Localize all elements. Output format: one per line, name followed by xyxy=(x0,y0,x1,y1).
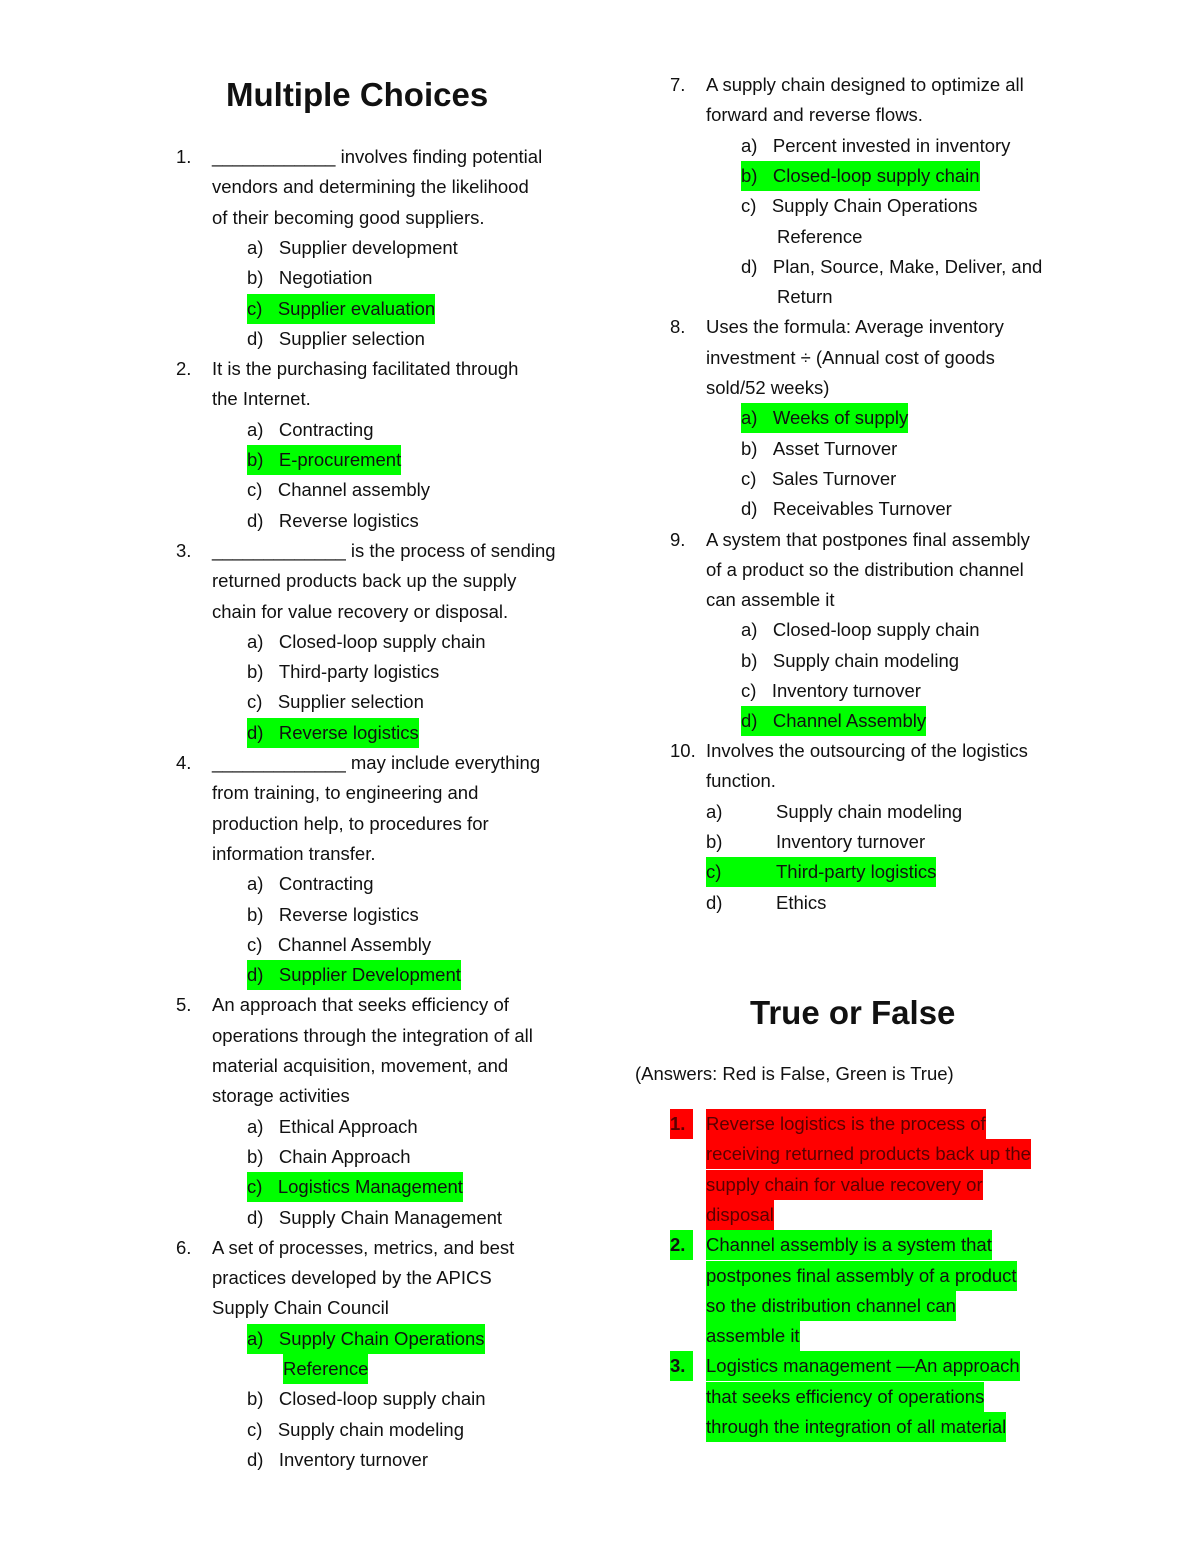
answer-option xyxy=(247,900,419,930)
option-text: Third-party logistics xyxy=(278,661,440,683)
answer-option xyxy=(741,131,1010,161)
option-letter: a) xyxy=(247,630,264,652)
option-gap xyxy=(263,419,278,440)
option-text: Chain Approach xyxy=(278,1145,411,1167)
option-letter: a) xyxy=(247,1115,264,1137)
answer-option xyxy=(247,687,424,717)
option-gap xyxy=(756,468,771,489)
option-letter: a) xyxy=(741,134,758,156)
option-gap xyxy=(263,267,278,288)
option-letter: b) xyxy=(706,830,723,852)
answer-option xyxy=(741,403,908,433)
option-gap xyxy=(756,195,771,216)
option-gap xyxy=(757,135,772,156)
tf-number: 3. xyxy=(670,1351,693,1381)
question-number: 2. xyxy=(176,358,192,380)
answer-option xyxy=(706,888,826,918)
option-text: Supplier selection xyxy=(278,327,425,349)
answer-option xyxy=(247,294,435,324)
option-letter: b) xyxy=(247,267,264,289)
option-text: Supply Chain Operations xyxy=(278,1327,485,1349)
option-gap xyxy=(263,1146,278,1167)
option-gap xyxy=(262,691,277,712)
answer-option xyxy=(247,1203,502,1233)
option-letter: b) xyxy=(741,437,758,459)
option-text: E-procurement xyxy=(278,449,402,470)
option-letter: d) xyxy=(247,964,264,986)
option-text: Inventory turnover xyxy=(776,830,926,852)
question-text-line: can assemble it xyxy=(706,589,835,611)
answer-option xyxy=(247,1112,418,1142)
option-gap xyxy=(262,479,277,500)
question-text-line: ____________ involves finding potential xyxy=(212,146,543,167)
option-gap xyxy=(263,661,278,682)
tf-statement-line: supply chain for value recovery or xyxy=(706,1170,983,1200)
question-number: 5. xyxy=(176,994,192,1016)
option-text: Supplier selection xyxy=(277,691,424,713)
answer-option xyxy=(247,627,486,657)
answer-option xyxy=(741,676,921,706)
option-gap xyxy=(757,407,772,428)
option-text: Supplier Development xyxy=(278,964,461,986)
option-text: Supply Chain Management xyxy=(278,1206,503,1228)
multiple-choices-title: Multiple Choices xyxy=(226,76,489,113)
option-text: Receivables Turnover xyxy=(772,498,952,520)
option-letter: c) xyxy=(247,1418,263,1440)
option-gap xyxy=(757,710,772,731)
question-text-line: A supply chain designed to optimize all xyxy=(706,74,1024,95)
option-letter: d) xyxy=(247,1206,264,1228)
option-letter: c) xyxy=(741,467,757,489)
answer-option xyxy=(247,1172,463,1202)
option-text: Contracting xyxy=(278,873,374,895)
option-text: Asset Turnover xyxy=(772,437,898,459)
question-number: 8. xyxy=(670,316,686,338)
option-text: Supply Chain Operations xyxy=(771,195,978,217)
answer-option xyxy=(741,252,1042,282)
option-gap xyxy=(263,1116,278,1137)
option-letter: a) xyxy=(247,236,264,258)
option-text: Third-party logistics xyxy=(776,861,937,883)
option-gap xyxy=(757,650,772,671)
question-text-line: Supply Chain Council xyxy=(212,1297,389,1319)
option-letter: b) xyxy=(247,1388,264,1410)
answer-option xyxy=(247,1445,428,1475)
tf-statement-line: postpones final assembly of a product xyxy=(706,1261,1017,1291)
tf-statement-line: disposal xyxy=(706,1200,774,1230)
option-gap xyxy=(262,1176,277,1197)
answer-option xyxy=(741,161,980,191)
question-text-line: Uses the formula: Average inventory xyxy=(706,316,1004,338)
question-number: 7. xyxy=(670,74,686,95)
option-letter: d) xyxy=(247,1448,264,1470)
option-gap xyxy=(757,619,772,640)
option-text: Inventory turnover xyxy=(771,680,921,701)
question-text-line: _____________ may include everything xyxy=(212,752,541,773)
option-text: Reverse logistics xyxy=(278,509,419,531)
question-text-line: Involves the outsourcing of the logistics xyxy=(706,740,1028,761)
option-text: Channel Assembly xyxy=(772,710,927,732)
option-letter: d) xyxy=(247,327,264,349)
question-text-line: A set of processes, metrics, and best xyxy=(212,1236,515,1258)
tf-statement-line: that seeks efficiency of operations xyxy=(706,1382,984,1412)
option-text: Closed-loop supply chain xyxy=(278,1388,486,1410)
question-number: 6. xyxy=(176,1236,192,1258)
option-gap xyxy=(263,631,278,652)
option-gap xyxy=(757,165,772,186)
option-gap xyxy=(263,1449,278,1470)
option-text: Contracting xyxy=(278,418,374,440)
tf-statement-line: Logistics management —An approach xyxy=(706,1351,1020,1381)
option-letter: b) xyxy=(741,649,758,671)
option-letter: a) xyxy=(741,619,758,641)
option-gap xyxy=(262,1419,277,1440)
answer-option xyxy=(247,869,373,899)
option-gap xyxy=(263,873,278,894)
question-text-line: returned products back up the supply xyxy=(212,570,517,592)
question-text-line: investment ÷ (Annual cost of goods xyxy=(706,346,995,368)
question-text-line: A system that postpones final assembly xyxy=(706,528,1030,550)
answer-option xyxy=(247,324,425,354)
question-text-line: material acquisition, movement, and xyxy=(212,1055,509,1076)
option-gap xyxy=(262,934,277,955)
answer-option xyxy=(247,475,430,505)
answer-key-note: (Answers: Red is False, Green is True) xyxy=(635,1063,954,1084)
option-text: Percent invested in inventory xyxy=(772,134,1011,156)
answer-option xyxy=(247,445,401,475)
answer-option xyxy=(741,434,897,464)
question-text-line: forward and reverse flows. xyxy=(706,104,923,126)
question-text-line: from training, to engineering and xyxy=(212,782,479,804)
option-text-continued: Return xyxy=(777,286,833,308)
option-letter: b) xyxy=(247,1145,264,1167)
option-letter: b) xyxy=(741,164,758,186)
tf-statement-line: receiving returned products back up the xyxy=(706,1139,1031,1169)
answer-option xyxy=(247,415,373,445)
answer-option xyxy=(247,1324,485,1354)
answer-option xyxy=(741,191,978,221)
answer-option xyxy=(247,1142,411,1172)
tf-statement-line: so the distribution channel can xyxy=(706,1291,956,1321)
option-gap xyxy=(263,964,278,985)
question-number: 1. xyxy=(176,146,192,167)
tf-statement-line: Reverse logistics is the process of xyxy=(706,1109,986,1139)
option-gap xyxy=(263,1388,278,1409)
option-text: Supply chain modeling xyxy=(772,649,960,671)
question-number: 10. xyxy=(670,740,696,761)
option-letter: c) xyxy=(247,1176,263,1198)
question-text-line: practices developed by the APICS xyxy=(212,1267,492,1289)
answer-option xyxy=(741,494,952,524)
option-letter: d) xyxy=(706,891,723,913)
option-letter: c) xyxy=(247,479,263,501)
answer-option xyxy=(706,797,962,827)
option-letter: c) xyxy=(706,861,722,883)
answer-option xyxy=(706,857,936,887)
option-gap xyxy=(263,904,278,925)
option-letter: c) xyxy=(741,680,757,701)
answer-option xyxy=(247,1384,486,1414)
question-text-line: operations through the integration of all xyxy=(212,1024,533,1046)
option-letter: a) xyxy=(247,873,264,895)
answer-option xyxy=(247,657,439,687)
option-letter: b) xyxy=(247,661,264,683)
option-text: Negotiation xyxy=(278,267,373,289)
answer-option xyxy=(247,263,372,293)
option-gap xyxy=(263,510,278,531)
option-letter: a) xyxy=(706,800,723,822)
question-text-line: chain for value recovery or disposal. xyxy=(212,600,509,622)
question-text-line: sold/52 weeks) xyxy=(706,377,830,398)
option-text: Plan, Source, Make, Deliver, and xyxy=(772,255,1043,277)
option-letter: b) xyxy=(247,903,264,925)
answer-option xyxy=(247,718,419,748)
option-text: Ethical Approach xyxy=(278,1115,418,1137)
question-text-line: storage activities xyxy=(212,1085,350,1107)
option-letter: d) xyxy=(247,509,264,531)
option-gap xyxy=(757,256,772,277)
option-text: Sales Turnover xyxy=(771,467,897,489)
answer-option xyxy=(741,464,896,494)
option-text: Supplier development xyxy=(278,236,458,258)
option-letter: d) xyxy=(247,721,264,743)
question-text-line: function. xyxy=(706,770,776,792)
answer-option xyxy=(247,960,461,990)
option-text: Closed-loop supply chain xyxy=(278,630,486,652)
option-letter: a) xyxy=(247,1327,264,1349)
option-gap xyxy=(757,498,772,519)
answer-option xyxy=(247,930,431,960)
option-text: Closed-loop supply chain xyxy=(772,164,980,186)
option-text: Ethics xyxy=(776,891,827,913)
option-text-continued: Reference xyxy=(777,225,863,247)
question-text-line: information transfer. xyxy=(212,842,376,864)
answer-option xyxy=(741,706,926,736)
question-text-line: of their becoming good suppliers. xyxy=(212,206,485,228)
option-gap xyxy=(756,680,771,701)
question-text-line: the Internet. xyxy=(212,388,311,410)
option-gap xyxy=(263,328,278,349)
option-text: Closed-loop supply chain xyxy=(772,619,980,641)
option-gap xyxy=(262,298,277,319)
question-text-line: An approach that seeks efficiency of xyxy=(212,994,509,1016)
question-text-line: of a product so the distribution channel xyxy=(706,558,1024,580)
answer-option xyxy=(247,233,458,263)
question-text-line: _____________ is the process of sending xyxy=(212,539,556,561)
option-text: Supply chain modeling xyxy=(277,1418,464,1440)
option-letter: b) xyxy=(247,449,264,470)
question-text-line: It is the purchasing facilitated through xyxy=(212,358,519,380)
tf-number: 1. xyxy=(670,1109,693,1139)
question-text-line: production help, to procedures for xyxy=(212,812,489,834)
option-gap xyxy=(263,449,278,470)
tf-statement-line: assemble it xyxy=(706,1321,800,1351)
option-text: Reverse logistics xyxy=(278,721,419,743)
option-text: Channel Assembly xyxy=(277,933,432,955)
option-gap xyxy=(263,1207,278,1228)
option-text: Logistics Management xyxy=(277,1176,463,1198)
option-text: Channel assembly xyxy=(277,479,431,501)
question-text-line: vendors and determining the likelihood xyxy=(212,176,529,198)
tf-statement-line: through the integration of all material xyxy=(706,1412,1006,1442)
option-letter: c) xyxy=(247,933,263,955)
option-gap xyxy=(263,722,278,743)
question-number: 4. xyxy=(176,752,192,773)
option-gap xyxy=(263,237,278,258)
option-letter: d) xyxy=(741,710,758,732)
answer-option xyxy=(247,1415,464,1445)
answer-option xyxy=(706,827,925,857)
question-number: 3. xyxy=(176,539,192,561)
option-letter: c) xyxy=(741,195,757,217)
option-text: Weeks of supply xyxy=(772,407,909,429)
option-gap xyxy=(757,438,772,459)
option-text: Supply chain modeling xyxy=(776,800,963,822)
option-letter: d) xyxy=(741,255,758,277)
option-letter: c) xyxy=(247,691,263,713)
option-text: Supplier evaluation xyxy=(277,297,436,319)
question-number: 9. xyxy=(670,528,686,550)
answer-option xyxy=(247,506,419,536)
true-or-false-title: True or False xyxy=(750,994,956,1031)
answer-option xyxy=(741,615,980,645)
option-letter: d) xyxy=(741,498,758,520)
option-letter: c) xyxy=(247,297,263,319)
tf-statement-line: Channel assembly is a system that xyxy=(706,1230,992,1260)
option-text: Reverse logistics xyxy=(278,903,419,925)
option-text: Inventory turnover xyxy=(278,1448,428,1470)
option-letter: a) xyxy=(741,407,758,429)
tf-number: 2. xyxy=(670,1230,693,1260)
option-letter: a) xyxy=(247,418,264,440)
option-text-continued: Reference xyxy=(283,1354,368,1384)
answer-option xyxy=(741,646,959,676)
option-gap xyxy=(263,1328,278,1349)
